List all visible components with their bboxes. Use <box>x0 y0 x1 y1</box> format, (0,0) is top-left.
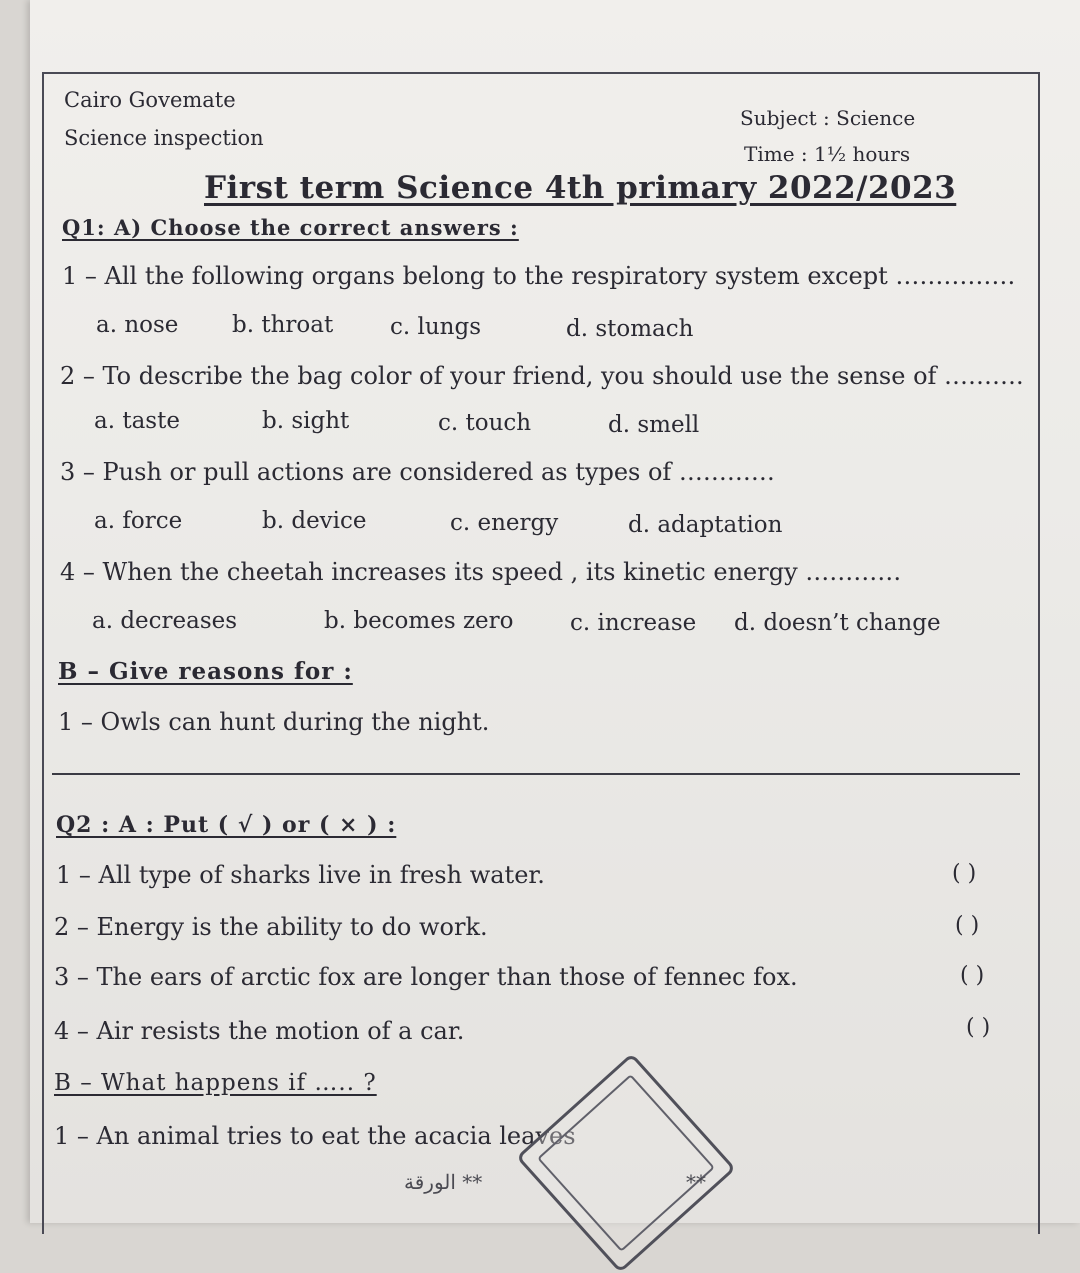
q1-question-4: 4 – When the cheetah increases its speed , its kinetic energy ………… <box>60 558 902 586</box>
q1-question-1: 1 – All the following organs belong to the respiratory system except …………… <box>62 262 1016 290</box>
footer-marker: ** <box>686 1170 706 1194</box>
q1-q4-option-b: b. becomes zero <box>324 608 514 634</box>
q1-q1-option-b: b. throat <box>232 312 334 338</box>
q2-answer-paren-1[interactable]: ( ) <box>952 861 977 886</box>
page-border <box>42 72 1040 1234</box>
q1-q1-option-c: c. lungs <box>390 314 482 340</box>
q2-statement-4: 4 – Air resists the motion of a car. <box>54 1017 465 1045</box>
q1-q3-option-d: d. adaptation <box>628 512 783 538</box>
q1-q3-option-c: c. energy <box>450 510 559 536</box>
q1-q3-option-a: a. force <box>94 508 183 534</box>
exam-title: First term Science 4th primary 2022/2023 <box>204 170 957 206</box>
answer-line-divider <box>52 773 1020 775</box>
q1-q1-option-d: d. stomach <box>566 316 694 342</box>
q2-statement-2: 2 – Energy is the ability to do work. <box>54 913 488 941</box>
q1-q4-option-d: d. doesn’t change <box>734 610 941 636</box>
governorate-label: Cairo Govemate <box>64 88 236 112</box>
q2-statement-1: 1 – All type of sharks live in fresh water. <box>56 861 545 889</box>
q1-q3-option-b: b. device <box>262 508 367 534</box>
q1-q2-option-a: a. taste <box>94 408 180 434</box>
q2-statement-3: 3 – The ears of arctic fox are longer than those of fennec fox. <box>54 963 798 991</box>
q1-question-3: 3 – Push or pull actions are considered as types of ………… <box>60 458 775 486</box>
inspection-label: Science inspection <box>64 126 264 150</box>
q2-answer-paren-4[interactable]: ( ) <box>966 1015 991 1040</box>
q1-q2-option-c: c. touch <box>438 410 532 436</box>
q2-happens-1: 1 – An animal tries to eat the acacia leaves <box>54 1122 576 1150</box>
q1-question-2: 2 – To describe the bag color of your friend, you should use the sense of ………. <box>60 362 1024 390</box>
q1-q4-option-c: c. increase <box>570 610 697 636</box>
q2-section-b-title: B – What happens if ….. ? <box>54 1070 377 1096</box>
q1-q2-option-d: d. smell <box>608 412 700 438</box>
q1-q1-option-a: a. nose <box>96 312 179 338</box>
q1-section-a-title: Q1: A) Choose the correct answers : <box>62 215 519 240</box>
time-label: Time : 1½ hours <box>744 142 911 166</box>
q1-q4-option-a: a. decreases <box>92 608 238 634</box>
q2-answer-paren-3[interactable]: ( ) <box>960 963 985 988</box>
subject-label: Subject : Science <box>740 106 916 130</box>
q1-section-b-title: B – Give reasons for : <box>58 658 353 685</box>
q2-section-a-title: Q2 : A : Put ( √ ) or ( × ) : <box>56 812 397 838</box>
q2-answer-paren-2[interactable]: ( ) <box>955 913 980 938</box>
q1-reason-1: 1 – Owls can hunt during the night. <box>58 708 490 736</box>
q1-q2-option-b: b. sight <box>262 408 350 434</box>
footer-page-label: ** الورقة <box>404 1170 483 1194</box>
